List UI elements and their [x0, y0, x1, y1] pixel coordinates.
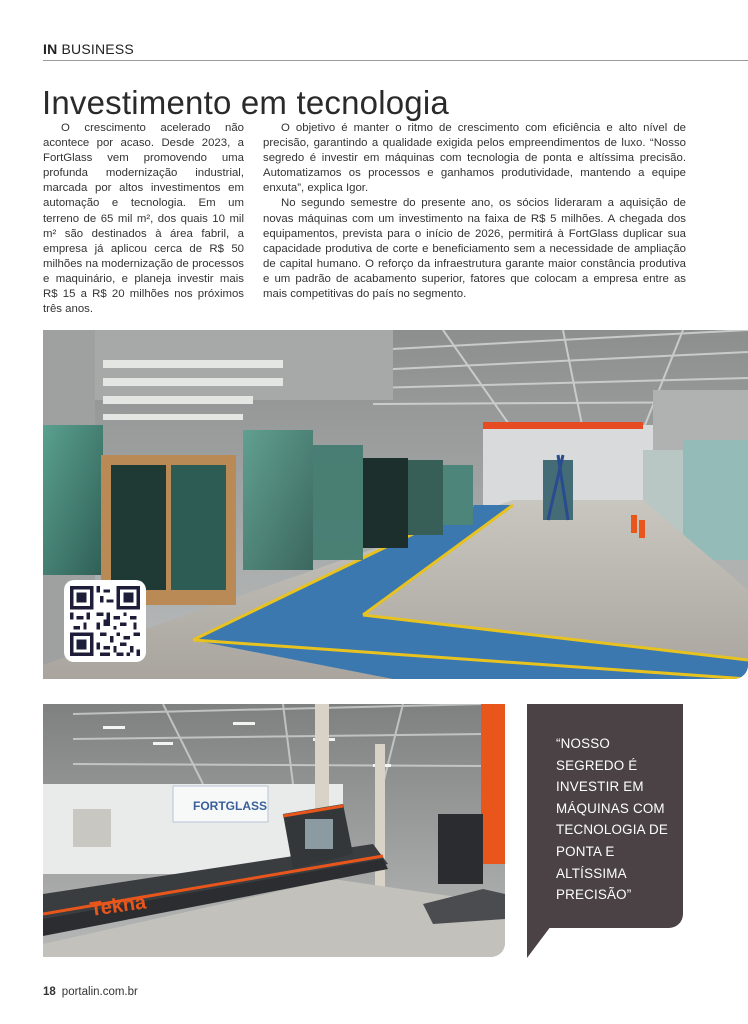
cnc-machine-photo	[43, 704, 505, 957]
qr-code[interactable]	[64, 580, 146, 662]
factory-floor-photo	[43, 330, 748, 679]
section-header	[43, 41, 134, 57]
footer-site: portalin.com.br	[61, 986, 138, 998]
section-label-bold: IN	[43, 41, 58, 57]
pull-quote-tail	[527, 926, 551, 958]
header-divider	[43, 60, 748, 61]
paragraph: O crescimento acelerado não acontece por acaso. Desde 2023, a FortGlass vem promovendo uma profunda modernização industrial, marcada por altos investimentos em automação e tecnologia. Em um terreno de 65 mil m², dos quais 10 mil m² são destinados à área fabril, a empresa já aplicou cerca de R$ 50 milhões na modernização de processos e maquinário, e planeja investir mais R$ 15 a R$ 20 milhões nos próximos três anos.	[43, 122, 244, 316]
machine-brand-text: Tekna	[88, 891, 148, 921]
section-label: BUSINESS	[57, 41, 134, 57]
page-footer	[43, 986, 138, 998]
paragraph: No segundo semestre do presente ano, os sócios lideraram a aquisição de novas máquinas com um investimento na faixa de R$ 5 milhões. A chegada dos equipamentos, prevista para o início de 2026, permitirá à FortGlass duplicar sua capacidade produtiva de corte e beneficiamento sem a necessidade de ampliação de capital humano. O reforço da infraestrutura garante maior constância produtiva e um padrão de acabamento superior, fatores que colocam a empresa entre as mais competitivas do país no segmento.	[263, 197, 686, 301]
paragraph: O objetivo é manter o ritmo de crescimento com eficiência e alto nível de precisão, garantindo a qualidade exigida pelos empreendimentos de luxo. “Nosso segredo é investir em máquinas com tecnologia de ponta e altíssima precisão. Automatizamos os processos e ganhamos produtividade, mantendo a equipe enxuta”, explica Igor.	[263, 122, 686, 195]
qr-code-icon	[70, 586, 140, 656]
page-number: 18	[43, 986, 56, 998]
pull-quote-text: “NOSSO SEGREDO É INVESTIR EM MÁQUINAS COM TECNOLOGIA DE PONTA E ALTÍSSIMA PRECISÃO”	[556, 736, 668, 903]
article-column-right	[263, 121, 686, 302]
article-title: Investimento em tecnologia	[42, 84, 449, 121]
factory-sign-text: FORTGLASS	[193, 799, 267, 813]
article-column-left	[43, 121, 244, 317]
